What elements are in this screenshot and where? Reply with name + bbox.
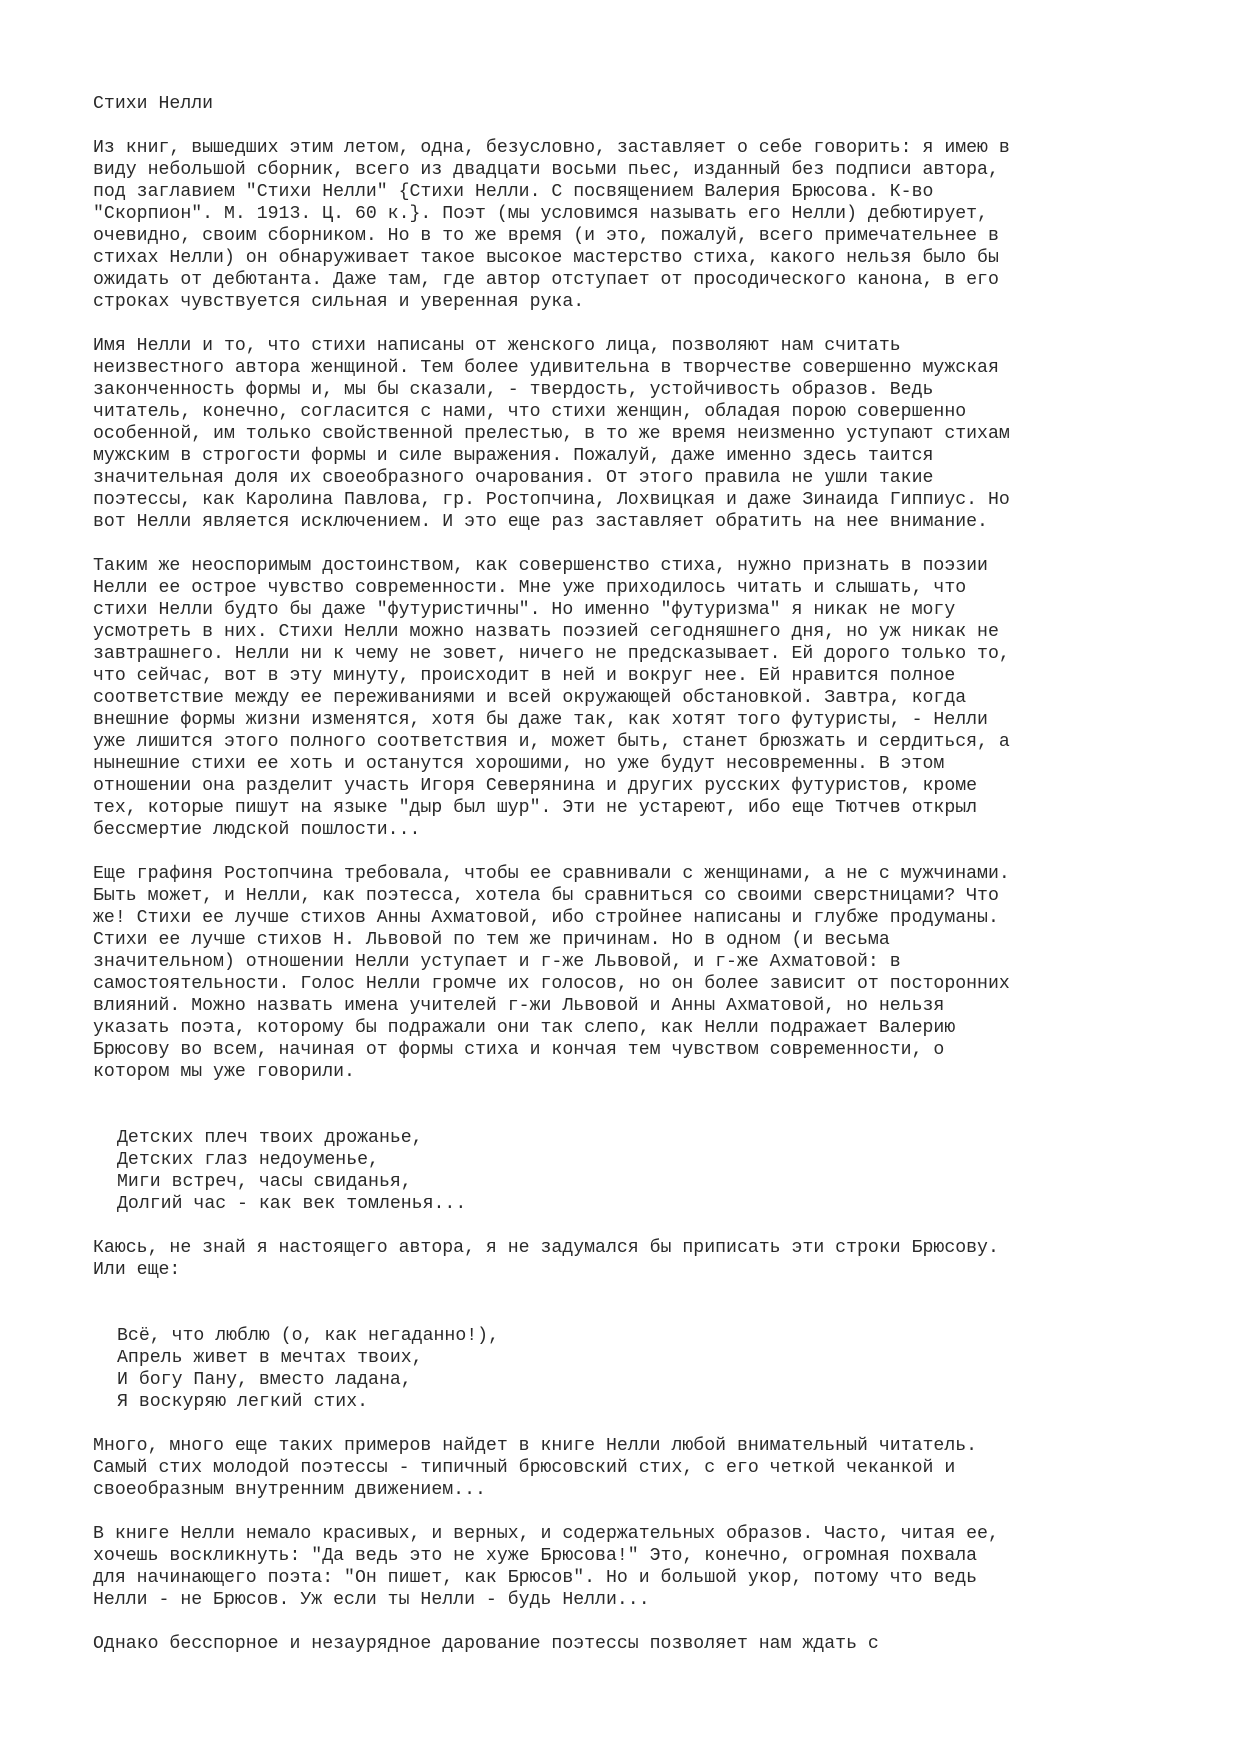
text-line: Из книг, вышедших этим летом, одна, безусловно, заставляет о себе говорить: я имею в (93, 138, 1010, 158)
text-line: завтрашнего. Нелли ни к чему не зовет, ничего не предсказывает. Ей дорого только то, (93, 644, 1010, 664)
text-line: для начинающего поэта: "Он пишет, как Брюсов". Но и большой укор, потому что ведь (93, 1568, 978, 1588)
text-line: Еще графиня Ростопчина требовала, чтобы ее сравнивали с женщинами, а не с мужчинами. (93, 864, 1010, 884)
text-line: уже лишится этого полного соответствия и, может быть, станет брюзжать и сердиться, а (93, 732, 1010, 752)
text-line: виду небольшой сборник, всего из двадцати восьми пьес, изданный без подписи автора, (93, 160, 999, 180)
text-line: "Скорпион". М. 1913. Ц. 60 к.}. Поэт (мы условимся называть его Нелли) дебютирует, (93, 204, 988, 224)
text-line: Быть может, и Нелли, как поэтесса, хотела бы сравниться со своими сверстницами? Что (93, 886, 999, 906)
text-line: что сейчас, вот в эту минуту, происходит в ней и вокруг нее. Ей нравится полное (93, 666, 956, 686)
text-line: Нелли ее острое чувство современности. Мне уже приходилось читать и слышать, что (93, 578, 967, 598)
text-line: Или еще: (93, 1260, 181, 1280)
text-line: читатель, конечно, согласится с нами, что стихи женщин, обладая порою совершенно (93, 402, 967, 422)
text-line: под заглавием "Стихи Нелли" {Стихи Нелли. С посвящением Валерия Брюсова. К-во (93, 182, 934, 202)
paragraph (93, 555, 1173, 841)
poem-line: Детских плеч твоих дрожанье, (117, 1128, 423, 1148)
text-line: Брюсову во всем, начиная от формы стиха и кончая тем чувством современности, о (93, 1040, 945, 1060)
text-line: значительном) отношении Нелли уступает и г-же Львовой, и г-же Ахматовой: в (93, 952, 901, 972)
text-line: значительная доля их своеобразного очарования. От этого правила не ушли такие (93, 468, 934, 488)
text-line: внешние формы жизни изменятся, хотя бы даже так, как хотят того футуристы, - Нелли (93, 710, 988, 730)
poem-line: Миги встреч, часы свиданья, (117, 1172, 412, 1192)
text-line: вот Нелли является исключением. И это еще раз заставляет обратить на нее внимание. (93, 512, 988, 532)
paragraph (93, 137, 1173, 313)
text-line: указать поэта, которому бы подражали они так слепо, как Нелли подражает Валерию (93, 1018, 956, 1038)
poem-line: И богу Пану, вместо ладана, (117, 1370, 412, 1390)
text-line: мужским в строгости формы и силе выражения. Пожалуй, даже именно здесь таится (93, 446, 934, 466)
text-line: Таким же неоспоримым достоинством, как совершенство стиха, нужно признать в поэзии (93, 556, 988, 576)
poem-stanza (117, 1325, 1173, 1413)
paragraph (93, 1523, 1173, 1611)
text-line: тех, которые пишут на языке "дыр был шур". Эти не устареют, ибо еще Тютчев открыл (93, 798, 978, 818)
text-line: стихах Нелли) он обнаруживает такое высокое мастерство стиха, какого нельзя было бы (93, 248, 999, 268)
poem-line: Детских глаз недоуменье, (117, 1150, 379, 1170)
text-line: же! Стихи ее лучше стихов Анны Ахматовой, ибо стройнее написаны и глубже продуманы. (93, 908, 999, 928)
text-line: Нелли - не Брюсов. Уж если ты Нелли - будь Нелли... (93, 1590, 650, 1610)
text-line: бессмертие людской пошлости... (93, 820, 421, 840)
text-line: В книге Нелли немало красивых, и верных, и содержательных образов. Часто, читая ее, (93, 1524, 999, 1544)
paragraph (93, 335, 1173, 533)
text-line: Однако бесспорное и незаурядное дарование поэтессы позволяет нам ждать с (93, 1634, 879, 1654)
paragraph (93, 1237, 1173, 1281)
text-line: Самый стих молодой поэтессы - типичный брюсовский стих, с его четкой чеканкой и (93, 1458, 956, 1478)
paragraph (93, 863, 1173, 1083)
text-line: котором мы уже говорили. (93, 1062, 355, 1082)
text-line: хочешь воскликнуть: "Да ведь это не хуже Брюсова!" Это, конечно, огромная похвала (93, 1546, 978, 1566)
text-line: Имя Нелли и то, что стихи написаны от женского лица, позволяют нам считать (93, 336, 901, 356)
text-line: законченность формы и, мы бы сказали, - твердость, устойчивость образов. Ведь (93, 380, 934, 400)
paragraph (93, 1435, 1173, 1501)
text-line: Каюсь, не знай я настоящего автора, я не задумался бы приписать эти строки Брюсову. (93, 1238, 999, 1258)
text-line: нынешние стихи ее хоть и останутся хорошими, но уже будут несовременны. В этом (93, 754, 945, 774)
text-line: соответствие между ее переживаниями и всей окружающей обстановкой. Завтра, когда (93, 688, 967, 708)
text-line: своеобразным внутренним движением... (93, 1480, 486, 1500)
text-line: самостоятельности. Голос Нелли громче их голосов, но он более зависит от посторонних (93, 974, 1010, 994)
poem-line: Я воскуряю легкий стих. (117, 1392, 369, 1412)
paragraph (93, 1633, 1173, 1655)
text-line: поэтессы, как Каролина Павлова, гр. Ростопчина, Лохвицкая и даже Зинаида Гиппиус. Но (93, 490, 1010, 510)
document-body (93, 137, 1173, 1655)
text-line: ожидать от дебютанта. Даже там, где автор отступает от просодического канона, в его (93, 270, 999, 290)
text-line: строках чувствуется сильная и уверенная рука. (93, 292, 585, 312)
text-line: усмотреть в них. Стихи Нелли можно назвать поэзией сегодняшнего дня, но уж никак не (93, 622, 999, 642)
poem-line: Апрель живет в мечтах твоих, (117, 1348, 423, 1368)
text-line: отношении она разделит участь Игоря Северянина и других русских футуристов, кроме (93, 776, 978, 796)
text-line: особенной, им только свойственной прелестью, в то же время неизменно уступают стихам (93, 424, 1010, 444)
text-line: очевидно, своим сборником. Но в то же время (и это, пожалуй, всего примечательнее в (93, 226, 999, 246)
text-line: неизвестного автора женщиной. Тем более удивительна в творчестве совершенно мужская (93, 358, 999, 378)
document-title: Стихи Нелли (93, 94, 214, 114)
text-line: влияний. Можно назвать имена учителей г-жи Львовой и Анны Ахматовой, но нельзя (93, 996, 945, 1016)
text-line: Много, много еще таких примеров найдет в книге Нелли любой внимательный читатель. (93, 1436, 978, 1456)
text-line: Стихи ее лучше стихов Н. Львовой по тем же причинам. Но в одном (и весьма (93, 930, 890, 950)
text-line: стихи Нелли будто бы даже "футуристичны". Но именно "футуризма" я никак не могу (93, 600, 956, 620)
poem-stanza (117, 1127, 1173, 1215)
poem-line: Всё, что люблю (о, как негаданно!), (117, 1326, 499, 1346)
document-page (93, 93, 1173, 1677)
poem-line: Долгий час - как век томленья... (117, 1194, 467, 1214)
